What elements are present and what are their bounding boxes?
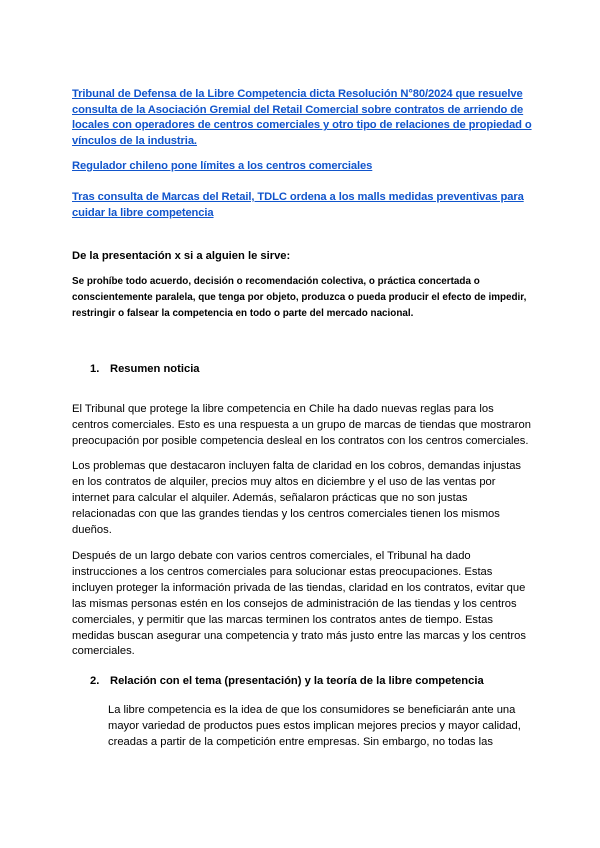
section-1-number: 1. xyxy=(90,363,100,375)
section-2-title: Relación con el tema (presentación) y la teoría de la libre competencia xyxy=(110,675,484,687)
section-1-paragraph-2: Los problemas que destacaron incluyen falta de claridad en los cobros, demandas injustas en los contratos de alquiler, precios muy altos en diciembre y el uso de las ventas por internet para calcular el alquiler. Además, señalaron prácticas que no son justas relacionadas con que las grandes tiendas y los centros comerciales tienen los mismos dueños. xyxy=(72,460,522,536)
section-2-number: 2. xyxy=(90,675,100,687)
section-1-paragraph-3: Después de un largo debate con varios centros comerciales, el Tribunal ha dado instrucciones a los centros comerciales para solucionar estas preocupaciones. Estas incluyen proteger la información privada de las tiendas, claridad en los contratos, evitar que las mismas personas estén en los consejos de administración de las tiendas y los centros comerciales, y permitir que las marcas terminen los contratos antes de tiempo. Estas medidas buscan asegurar una competencia y trato más justo entre las marcas y los centros comerciales. xyxy=(72,550,526,658)
section-2-heading xyxy=(90,674,530,690)
section-2-paragraph: La libre competencia es la idea de que los consumidores se beneficiarán ante una mayor variedad de productos pues estos implican mejores precios y mayor calidad, creadas a partir de la competición entre empresas. Sin embargo, no todas las xyxy=(108,704,521,748)
section-1-title: Resumen noticia xyxy=(110,363,200,375)
news-link-tdlc-resolution[interactable]: Tribunal de Defensa de la Libre Competencia dicta Resolución N°80/2024 que resuelve consulta de la Asociación Gremial del Retail Comercial sobre contratos de arriendo de locales con operadores de centros comerciales y otro tipo de relaciones de propiedad o vínculos de la industria. xyxy=(72,88,532,147)
presentation-heading: De la presentación x si a alguien le sirve: xyxy=(72,250,291,262)
competition-law-quote: Se prohíbe todo acuerdo, decisión o recomendación colectiva, o práctica concertada o conscientemente paralela, que tenga por objeto, produzca o pueda producir el efecto de impedir, restringir o falsear la competencia en todo o parte del mercado nacional. xyxy=(72,276,527,319)
news-link-regulador-chileno[interactable]: Regulador chileno pone límites a los centros comerciales xyxy=(72,160,373,172)
section-1-heading xyxy=(90,362,530,378)
news-link-marcas-del-retail[interactable]: Tras consulta de Marcas del Retail, TDLC ordena a los malls medidas preventivas para cuidar la libre competencia xyxy=(72,191,524,219)
section-1-paragraph-1: El Tribunal que protege la libre competencia en Chile ha dado nuevas reglas para los centros comerciales. Esto es una respuesta a un grupo de marcas de tiendas que mostraron preocupación por posible competencia desleal en los contratos con los centros comerciales. xyxy=(72,403,531,447)
